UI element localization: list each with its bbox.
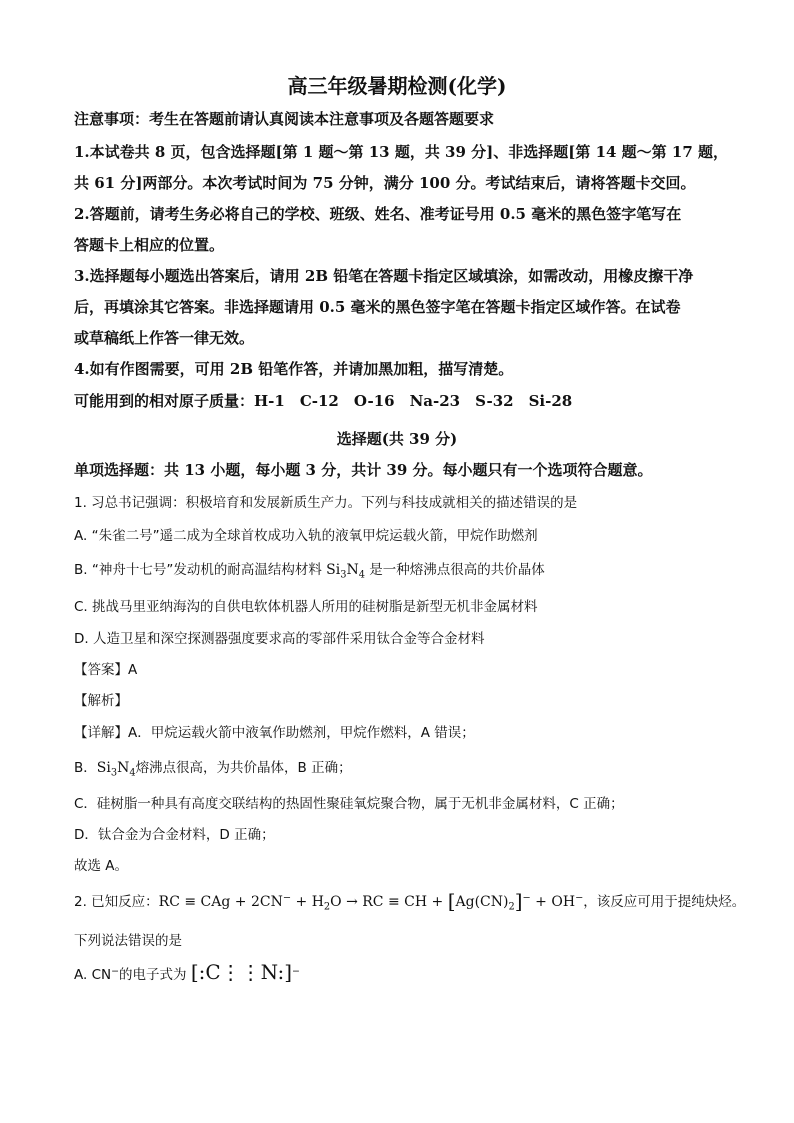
eq-part: O → RC ≡ CH + <box>330 894 448 910</box>
eq-part: + H <box>291 894 324 910</box>
notice-line: 1.本试卷共 8 页，包含选择题[第 1 题～第 13 题，共 39 分]、非选择题[第 14 题～第 17 题， <box>74 143 728 161</box>
si3n4-formula <box>96 760 136 779</box>
formula-si: Si <box>326 562 341 578</box>
formula-sub: 4 <box>129 767 136 779</box>
lewis-charge: − <box>292 965 300 977</box>
eq-part: Ag(CN) <box>455 894 509 910</box>
eq-charge: − <box>282 892 292 904</box>
notice-line: 3.选择题每小题选出答案后，请用 2B 铅笔在答题卡指定区域填涂，如需改动，用橡皮擦干净 <box>74 267 694 285</box>
section-instruction: 单项选择题：共 13 小题，每小题 3 分，共计 39 分。每小题只有一个选项符合题意。 <box>74 461 653 479</box>
page-title: 高三年级暑期检测(化学) <box>287 74 507 98</box>
conclusion: 故选 A。 <box>74 858 129 874</box>
eq-charge: − <box>522 892 531 904</box>
formula-n: N <box>346 562 359 578</box>
option-b-suffix: 是一种熔沸点很高的共价晶体 <box>369 562 545 578</box>
notice-header: 注意事项：考生在答题前请认真阅读本注意事项及各题答题要求 <box>74 110 495 128</box>
section-title: 选择题(共 39 分) <box>336 430 458 448</box>
bracket-open: [ <box>447 889 456 913</box>
option-a-mid: 的电子式为 <box>119 967 187 983</box>
formula-sub: 3 <box>110 767 118 779</box>
option-b-prefix: B. “神舟十七号”发动机的耐高温结构材料 <box>74 562 322 578</box>
eq-part: RC ≡ CAg + 2CN <box>158 894 283 910</box>
formula-sub: 4 <box>358 569 365 581</box>
question-1-stem: 1. 习总书记强调：积极培育和发展新质生产力。下列与科技成就相关的描述错误的是 <box>74 495 578 511</box>
atomic-mass-line: 可能用到的相对原子质量：H-1 C-12 O-16 Na-23 S-32 Si-28 <box>74 392 573 410</box>
detail-b-prefix: B． <box>74 760 97 776</box>
eq-sub: 2 <box>323 901 331 913</box>
stem-suffix: ，该反应可用于提纯炔烃。 <box>583 894 746 910</box>
bracket-close: ] <box>514 889 523 913</box>
analysis-label: 【解析】 <box>74 693 128 709</box>
formula-si: Si <box>96 760 111 776</box>
lewis-structure: [:C⋮⋮N:] <box>190 960 292 984</box>
detail-d: D．钛合金为合金材料，D 正确； <box>74 827 275 843</box>
eq-charge: − <box>575 892 584 904</box>
question-1-option-b <box>74 558 545 580</box>
detail-b-suffix: 熔沸点很高，为共价晶体，B 正确； <box>135 760 352 776</box>
formula-n: N <box>117 760 130 776</box>
reaction-equation <box>158 889 584 913</box>
eq-part: + OH <box>530 894 576 910</box>
question-2-option-a <box>74 960 300 984</box>
notice-line: 答题卡上相应的位置。 <box>74 236 225 254</box>
detail-a: 【详解】A．甲烷运载火箭中液氧作助燃剂，甲烷作燃料，A 错误； <box>74 725 475 741</box>
formula-sub: 3 <box>340 569 347 581</box>
question-1-option-a: A. “朱雀二号”遥二成为全球首枚成功入轨的液氧甲烷运载火箭，甲烷作助燃剂 <box>74 528 538 544</box>
eq-sub: 2 <box>508 901 515 913</box>
stem-prefix: 2. 已知反应： <box>74 894 159 910</box>
question-2-line2: 下列说法错误的是 <box>74 933 182 949</box>
cn-charge: − <box>111 965 120 977</box>
notice-line: 共 61 分]两部分。本次考试时间为 75 分钟，满分 100 分。考试结束后，请将答题卡交回。 <box>74 174 696 192</box>
question-1-option-c: C. 挑战马里亚纳海沟的自供电软体机器人所用的硅树脂是新型无机非金属材料 <box>74 599 538 615</box>
option-a-prefix: A. CN <box>74 967 112 983</box>
notice-line: 后，再填涂其它答案。非选择题请用 0.5 毫米的黑色签字笔在答题卡指定区域作答。在试卷 <box>74 298 681 316</box>
si3n4-formula <box>326 562 365 581</box>
detail-b <box>74 756 352 778</box>
answer-label: 【答案】A <box>74 662 138 678</box>
question-2-stem <box>74 889 745 913</box>
notice-line: 4.如有作图需要，可用 2B 铅笔作答，并请加黑加粗，描写清楚。 <box>74 360 514 378</box>
detail-c: C．硅树脂一种具有高度交联结构的热固性聚硅氧烷聚合物，属于无机非金属材料，C 正确； <box>74 796 624 812</box>
notice-line: 或草稿纸上作答一律无效。 <box>74 329 255 347</box>
question-1-option-d: D. 人造卫星和深空探测器强度要求高的零部件采用钛合金等合金材料 <box>74 631 485 647</box>
notice-line: 2.答题前，请考生务必将自己的学校、班级、姓名、准考证号用 0.5 毫米的黑色签字笔写在 <box>74 205 682 223</box>
